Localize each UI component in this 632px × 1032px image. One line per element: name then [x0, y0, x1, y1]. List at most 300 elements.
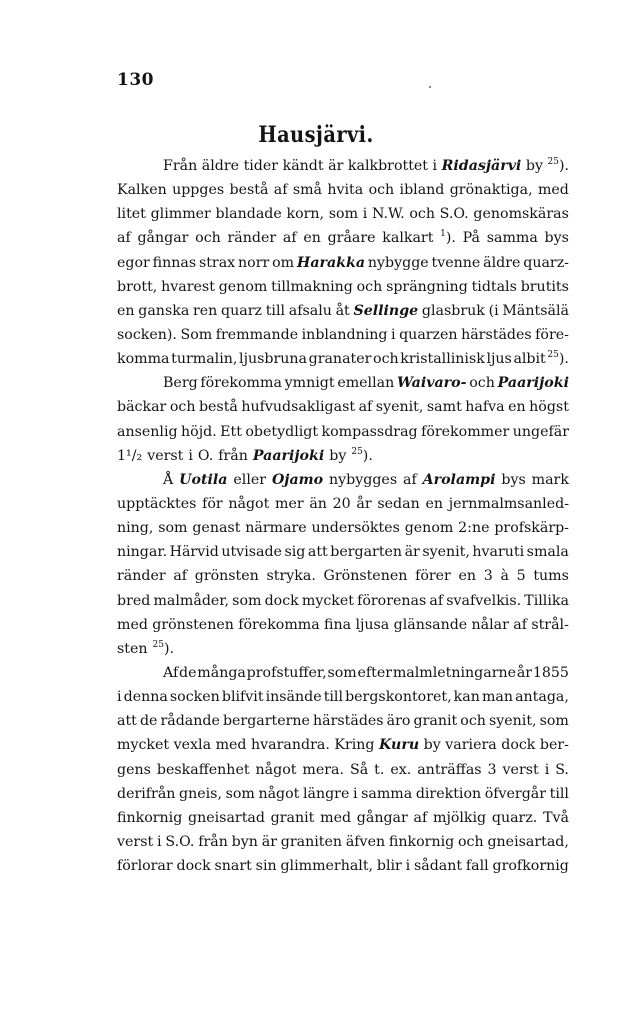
- word: bergskontoret,: [345, 689, 452, 706]
- word: grönstenen: [152, 616, 234, 633]
- word: hvita: [327, 182, 364, 199]
- word: härstädes: [461, 326, 532, 343]
- word: Tillika: [524, 592, 569, 609]
- word: ibland: [399, 182, 445, 199]
- word: och: [373, 351, 399, 368]
- word: härstädes: [313, 713, 384, 730]
- word: med: [537, 182, 569, 199]
- word: glimmer: [150, 206, 211, 223]
- word: verst: [117, 833, 154, 850]
- word: något: [255, 761, 297, 778]
- text-line: [117, 323, 569, 347]
- word: sin: [255, 858, 277, 875]
- word: blifvit: [221, 689, 264, 706]
- word: inblandning: [301, 326, 388, 343]
- word: På: [462, 230, 480, 247]
- word: som: [539, 713, 569, 730]
- word: kändt: [282, 158, 324, 174]
- word: Sellinge: [353, 302, 419, 319]
- word: Paarijoki: [252, 447, 325, 464]
- word: förekomma: [238, 616, 320, 633]
- word: beskaffenhet: [156, 761, 250, 778]
- word: något: [228, 495, 270, 512]
- text-line: [117, 347, 569, 371]
- word: är: [404, 544, 420, 561]
- word: och: [368, 182, 395, 199]
- text-line: [117, 251, 569, 275]
- text-line: [117, 275, 569, 299]
- text-line: [117, 226, 569, 250]
- word: svafvelkis.: [446, 592, 522, 609]
- word: kalkbrottet: [347, 158, 428, 174]
- word: insände: [265, 689, 322, 706]
- word: hvarest: [161, 278, 215, 295]
- word: syenit,: [422, 544, 470, 561]
- text-line: [117, 420, 569, 444]
- word: ren: [193, 302, 218, 319]
- word: ansenlig: [117, 423, 178, 440]
- word: brutits: [520, 278, 569, 295]
- word: socken).: [117, 326, 177, 343]
- word: och: [195, 230, 221, 247]
- word: till: [549, 785, 569, 802]
- word: gneisartad,: [487, 833, 569, 850]
- word: Arolampi: [422, 471, 496, 488]
- word: i: [188, 447, 193, 464]
- word: $^{25}$).: [547, 157, 569, 174]
- word: förekommer: [421, 423, 510, 440]
- word: kalkart: [382, 230, 434, 247]
- word: grönaktiga,: [449, 182, 533, 199]
- word: by: [525, 158, 543, 174]
- word: socken: [169, 689, 220, 706]
- text-line: [117, 540, 569, 564]
- word: bys: [501, 471, 526, 488]
- word: bestå: [229, 182, 269, 199]
- word: Af: [163, 664, 179, 681]
- word: högst: [529, 399, 569, 416]
- word: af: [173, 568, 188, 585]
- word: äfven: [345, 833, 386, 850]
- word: norr: [238, 254, 270, 271]
- word: mjölkig: [432, 809, 487, 826]
- word: och: [460, 713, 486, 730]
- word: de: [179, 664, 197, 681]
- word: S.O.: [439, 206, 469, 223]
- word: O.: [197, 447, 214, 464]
- word: nålar: [471, 616, 509, 633]
- word: mycket: [301, 592, 354, 609]
- word: fina: [324, 616, 352, 633]
- word: att: [117, 713, 137, 730]
- word: stryka.: [266, 568, 316, 585]
- word: $^{25}$).: [351, 446, 373, 464]
- word: i: [391, 326, 396, 343]
- word: gångar: [137, 230, 189, 247]
- word: Kring: [334, 737, 375, 754]
- word: by: [423, 737, 441, 754]
- word: variera: [445, 737, 497, 754]
- word: Från: [163, 158, 198, 174]
- text-line: [117, 444, 569, 468]
- word: höjd.: [181, 423, 217, 440]
- word: än: [309, 495, 327, 512]
- word: litet: [117, 206, 146, 223]
- word: sig: [284, 544, 306, 561]
- word: Så: [349, 761, 369, 778]
- text-line: [117, 395, 569, 419]
- word: i: [352, 785, 358, 802]
- word: bergarten: [330, 544, 403, 561]
- word: gens: [117, 761, 151, 778]
- word: Två: [543, 809, 569, 826]
- word: Uotila: [179, 471, 228, 488]
- word: till: [265, 302, 286, 319]
- word: $^{25}$).: [547, 350, 569, 368]
- word: profskärp-: [494, 520, 569, 537]
- word: quarz-: [523, 254, 569, 271]
- word: obetydligt: [245, 423, 319, 440]
- word: hufvudsakligast: [241, 399, 356, 416]
- word: Harakka: [296, 254, 366, 271]
- word: albit: [513, 351, 546, 368]
- word: förlorar: [117, 858, 173, 875]
- word: kompassdrag: [321, 423, 418, 440]
- word: och: [169, 399, 196, 416]
- word: genomskäras: [473, 206, 569, 223]
- word: ning,: [117, 520, 154, 537]
- text-line: [117, 733, 569, 757]
- word: sprängning: [386, 278, 468, 295]
- text-line: [117, 782, 569, 806]
- word: granit: [413, 713, 458, 730]
- word: är: [328, 158, 344, 174]
- word: t.: [374, 761, 385, 778]
- word: af: [429, 592, 444, 609]
- text-line: [117, 613, 569, 637]
- word: anträffas: [417, 761, 482, 778]
- word: bestå: [198, 399, 238, 416]
- word: som: [158, 520, 188, 537]
- word: ungefär: [512, 423, 569, 440]
- word: i: [362, 206, 368, 223]
- word: verst: [147, 447, 184, 464]
- word: Härvid: [169, 544, 219, 561]
- word: finkornig: [388, 833, 455, 850]
- word: före-: [535, 326, 569, 343]
- word: ljusa: [355, 616, 390, 633]
- word: förekomma: [200, 375, 282, 392]
- word: uppges: [172, 182, 225, 199]
- word: en: [508, 399, 526, 416]
- word: kristallinisk: [400, 351, 485, 368]
- word: en: [303, 230, 321, 247]
- word: brott,: [117, 278, 158, 295]
- word: mycket: [117, 737, 170, 754]
- word: och: [458, 833, 484, 850]
- word: fall: [465, 858, 489, 875]
- word: kan: [453, 689, 480, 706]
- word: genast: [192, 520, 241, 537]
- word: Å: [163, 471, 174, 488]
- word: genom: [218, 278, 268, 295]
- word: 1¹/₂: [117, 447, 143, 464]
- word: ber-: [539, 737, 569, 754]
- word: de: [139, 713, 158, 730]
- word: om: [272, 254, 295, 271]
- word: i: [405, 858, 411, 875]
- word: $^1$).: [440, 229, 456, 247]
- word: af: [358, 399, 373, 416]
- text-line: [117, 516, 569, 540]
- word: quarz: [221, 302, 262, 319]
- word: en: [458, 568, 477, 585]
- word: ningar.: [117, 544, 168, 561]
- word: egor: [117, 254, 150, 271]
- word: en: [425, 495, 443, 512]
- word: Mäntsälä: [502, 302, 569, 319]
- print-speck: [429, 86, 431, 88]
- word: N.W.: [371, 206, 405, 223]
- text-line: [117, 854, 569, 878]
- word: sådant: [413, 858, 463, 875]
- word: ljus: [486, 351, 512, 368]
- word: gångar: [356, 809, 408, 826]
- word: S.: [555, 761, 569, 778]
- word: 2:ne: [458, 520, 490, 537]
- word: att: [307, 544, 328, 561]
- word: år: [516, 664, 533, 681]
- word: denna: [123, 689, 168, 706]
- word: till: [323, 689, 344, 706]
- word: malmletningarne: [392, 664, 517, 681]
- word: quarz.: [491, 809, 538, 826]
- word: som: [225, 785, 255, 802]
- word: dock: [176, 858, 211, 875]
- word: för: [202, 495, 223, 512]
- word: S.O.: [165, 833, 195, 850]
- word: glänsande: [393, 616, 468, 633]
- word: tillmakning: [271, 278, 353, 295]
- word: mark: [531, 471, 569, 488]
- word: förorenas: [357, 592, 427, 609]
- word: Berg: [163, 375, 198, 392]
- word: glasbruk: [421, 302, 485, 319]
- word: strål-: [531, 616, 569, 633]
- text-line: [117, 806, 569, 830]
- word: syenit,: [375, 399, 424, 416]
- word: snart: [214, 858, 252, 875]
- text-line: [117, 468, 569, 492]
- word: hafva: [465, 399, 505, 416]
- word: derifrån: [117, 785, 176, 802]
- word: korn,: [286, 206, 325, 223]
- word: Ojamo: [271, 471, 324, 488]
- word: ränder: [117, 568, 166, 585]
- text-line: [117, 299, 569, 323]
- word: dock: [264, 592, 299, 609]
- word: längre: [302, 785, 350, 802]
- word: tider: [243, 158, 279, 174]
- word: genom: [404, 520, 454, 537]
- word: granit: [270, 809, 315, 826]
- word: närmare: [245, 520, 307, 537]
- text-line: [117, 589, 569, 613]
- text-line: [117, 178, 569, 202]
- word: emellan: [337, 375, 395, 392]
- text-line: [117, 830, 569, 854]
- word: och: [409, 206, 435, 223]
- word: blandade: [215, 206, 282, 223]
- word: samma: [361, 785, 413, 802]
- word: strax: [198, 254, 236, 271]
- word: by: [329, 447, 347, 464]
- word: åt: [335, 302, 350, 319]
- word: blir: [376, 858, 402, 875]
- page-number: 130: [117, 70, 154, 90]
- text-line: [117, 492, 569, 516]
- word: dock: [501, 737, 536, 754]
- word: och: [469, 375, 495, 392]
- text-line: [117, 202, 569, 226]
- word: man: [481, 689, 513, 706]
- word: Waivaro-: [396, 375, 467, 392]
- word: upptäcktes: [117, 495, 197, 512]
- word: grofkornig: [492, 858, 569, 875]
- word: ganska: [138, 302, 190, 319]
- word: mer: [275, 495, 304, 512]
- text-line: [117, 154, 569, 178]
- word: grönsten: [194, 568, 259, 585]
- word: som: [232, 592, 262, 609]
- word: från: [198, 833, 228, 850]
- word: glimmerhalt,: [280, 858, 374, 875]
- word: hvarandra.: [251, 737, 330, 754]
- word: som: [327, 664, 357, 681]
- word: bys: [544, 230, 569, 247]
- page-title: Hausjärvi.: [258, 122, 374, 148]
- word: som: [328, 206, 359, 223]
- word: äldre: [201, 158, 240, 174]
- word: tvenne: [431, 254, 481, 271]
- word: samma: [486, 230, 538, 247]
- word: 3: [487, 761, 497, 778]
- word: finnas: [152, 254, 197, 271]
- word: vexla: [173, 737, 212, 754]
- word: hvaruti: [472, 544, 525, 561]
- word: (i: [488, 302, 499, 319]
- word: granater: [308, 351, 372, 368]
- word: Paarijoki: [497, 375, 569, 392]
- word: byn: [231, 833, 258, 850]
- word: 3: [483, 568, 493, 585]
- word: af: [403, 471, 417, 488]
- text-line: [117, 637, 569, 661]
- word: och: [356, 278, 383, 295]
- word: mera.: [302, 761, 345, 778]
- word: Kalken: [117, 182, 167, 199]
- word: gneis,: [179, 785, 222, 802]
- word: turmalin,: [171, 351, 238, 368]
- word: små: [292, 182, 323, 199]
- word: sedan: [377, 495, 420, 512]
- word: efter: [357, 664, 393, 681]
- word: Grönstenen: [323, 568, 408, 585]
- word: från: [218, 447, 248, 464]
- word: af: [413, 809, 428, 826]
- word: är: [261, 833, 277, 850]
- word: komma: [117, 351, 170, 368]
- word: bergarterne: [222, 713, 310, 730]
- word: af: [117, 230, 131, 247]
- text-line: [117, 709, 569, 733]
- word: syenit,: [488, 713, 537, 730]
- word: verst: [502, 761, 539, 778]
- word: à: [500, 568, 509, 585]
- word: samt: [426, 399, 462, 416]
- word: nybygges: [329, 471, 398, 488]
- word: i: [544, 761, 550, 778]
- word: afsalu: [288, 302, 332, 319]
- word: graniten: [280, 833, 343, 850]
- word: rådande: [160, 713, 220, 730]
- word: gneisartad: [188, 809, 265, 826]
- text-line: [117, 371, 569, 395]
- word: 5: [516, 568, 526, 585]
- text-line: [117, 661, 569, 685]
- body-text: [117, 154, 569, 878]
- text-line: [117, 685, 569, 709]
- word: med: [117, 616, 148, 633]
- word: gråare: [327, 230, 376, 247]
- word: bäckar: [117, 399, 167, 416]
- word: Ett: [220, 423, 242, 440]
- word: ex.: [390, 761, 412, 778]
- word: ymnigt: [284, 375, 335, 392]
- text-line: [117, 758, 569, 782]
- word: äro: [386, 713, 411, 730]
- word: undersöktes: [311, 520, 400, 537]
- word: med: [215, 737, 247, 754]
- word: många: [197, 664, 246, 681]
- word: fremmande: [215, 326, 299, 343]
- word: 20: [332, 495, 351, 512]
- text-line: [117, 564, 569, 588]
- word: Ridasjärvi: [441, 158, 522, 174]
- word: i: [117, 689, 122, 706]
- word: af: [282, 230, 297, 247]
- word: smala: [526, 544, 569, 561]
- word: af: [273, 182, 288, 199]
- word: utvisade: [221, 544, 282, 561]
- word: år: [356, 495, 372, 512]
- word: Kuru: [379, 737, 420, 754]
- word: förer: [415, 568, 451, 585]
- word: antaga,: [515, 689, 569, 706]
- word: sten: [117, 640, 148, 657]
- word: nybygge: [367, 254, 429, 271]
- word: något: [258, 785, 300, 802]
- word: direktion: [415, 785, 482, 802]
- word: af: [513, 616, 527, 633]
- word: $^{25}$).: [152, 639, 175, 657]
- word: quarzen: [399, 326, 458, 343]
- word: med: [320, 809, 352, 826]
- word: 1855: [532, 664, 569, 681]
- word: öfvergår: [484, 785, 547, 802]
- word: äldre: [483, 254, 521, 271]
- word: profstuffer,: [246, 664, 327, 681]
